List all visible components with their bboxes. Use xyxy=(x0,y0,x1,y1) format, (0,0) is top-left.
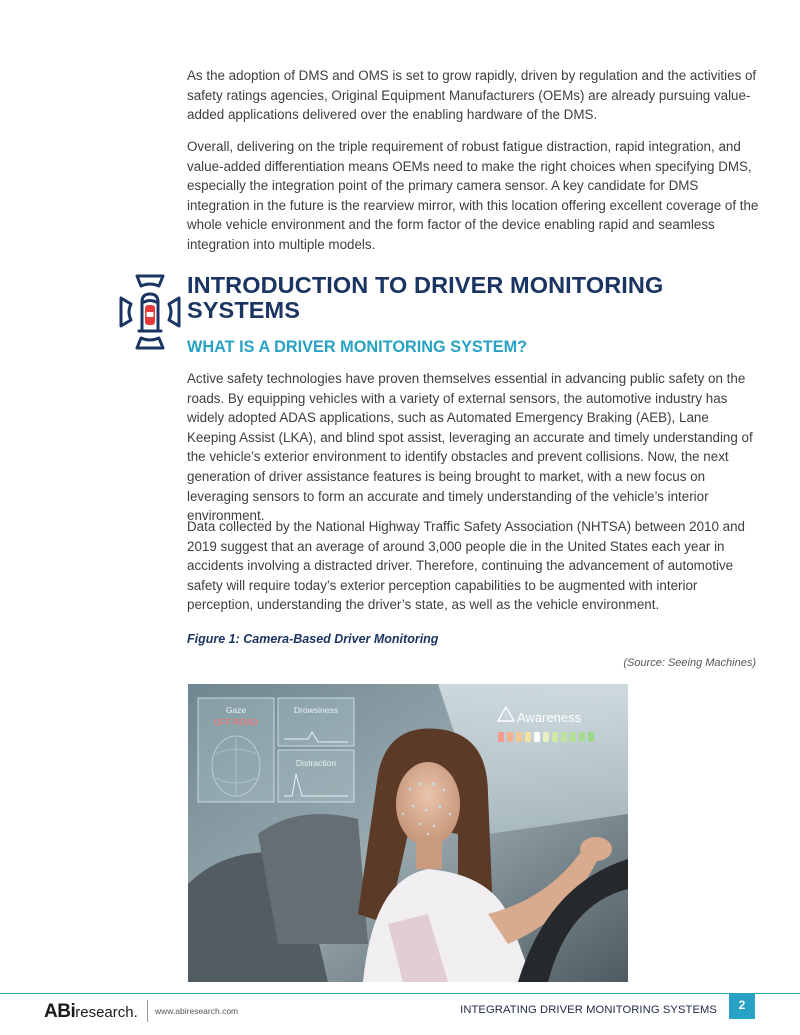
footer-url-link[interactable]: www.abiresearch.com xyxy=(155,1006,239,1016)
section-subheading: WHAT IS A DRIVER MONITORING SYSTEM? xyxy=(187,338,528,356)
gaze-value: OFF ROAD xyxy=(214,717,258,727)
footer-rule xyxy=(0,993,800,994)
page-number: 2 xyxy=(729,993,755,1019)
gaze-label: Gaze xyxy=(225,705,247,715)
footer-document-title: INTEGRATING DRIVER MONITORING SYSTEMS xyxy=(460,1004,717,1016)
section-title: INTRODUCTION TO DRIVER MONITORING SYSTEMS xyxy=(187,272,664,323)
svg-text:!: ! xyxy=(504,712,508,721)
body-paragraph: As the adoption of DMS and OMS is set to grow rapidly, driven by regulation and the activities of safety ratings agencies, Original Equipment Manufacturers (OEMs) are already pursuing value-added applications delivered over the enabling hardware of the DMS. xyxy=(187,68,757,123)
awareness-meter xyxy=(498,732,594,742)
body-paragraph: Data collected by the National Highway Traffic Safety Association (NHTSA) between 2010 and 2019 suggest that an average of around 3,000 people die in the United States each year in accidents involving a distracted driver. Therefore, continuing the advancement of automotive safety will require today’s exterior perception capabilities to be augmented with interior perception, understanding the driver’s state, as well as the vehicle environment. xyxy=(187,519,745,613)
footer-divider xyxy=(147,1000,148,1022)
figure-source: (Source: Seeing Machines) xyxy=(623,657,756,669)
car-in-scanner-icon xyxy=(117,272,183,352)
distraction-label: Distraction xyxy=(295,758,337,768)
body-paragraph: Overall, delivering on the triple requirement of robust fatigue distraction, rapid integration, and value-added differentiation means OEMs need to make the right choices when specifying DMS, especially the integration point of the primary camera sensor. A key candidate for DMS integration in the future is the rearview mirror, with this location offering excellent coverage of the whole vehicle environment and the form factor of the device enabling rapid and seamless integration into multiple models. xyxy=(187,139,759,252)
logo-light: research. xyxy=(75,1004,138,1021)
logo-strong: ABi xyxy=(44,1001,76,1022)
driver-monitoring-photo xyxy=(188,684,628,982)
figure-caption: Figure 1: Camera-Based Driver Monitoring xyxy=(187,632,439,646)
drowsiness-label: Drowsiness xyxy=(294,705,338,715)
body-paragraph: Active safety technologies have proven themselves essential in advancing public safety on the roads. By equipping vehicles with a variety of external sensors, the automotive industry has widely adopted ADAS applications, such as Automated Emergency Braking (AEB), Lane Keeping Assist (LKA), and blind spot assist, leveraging an accurate and timely understanding of the vehicle’s exterior environment to identify obstacles and prevent collisions. Now, the next generation of driver assistance features is being brought to market, with a new focus on leveraging sensors to form an accurate and timely understanding of the vehicle’s interior environment. xyxy=(187,371,753,524)
abi-research-logo[interactable] xyxy=(44,1001,138,1023)
awareness-label: Awareness xyxy=(517,710,582,725)
